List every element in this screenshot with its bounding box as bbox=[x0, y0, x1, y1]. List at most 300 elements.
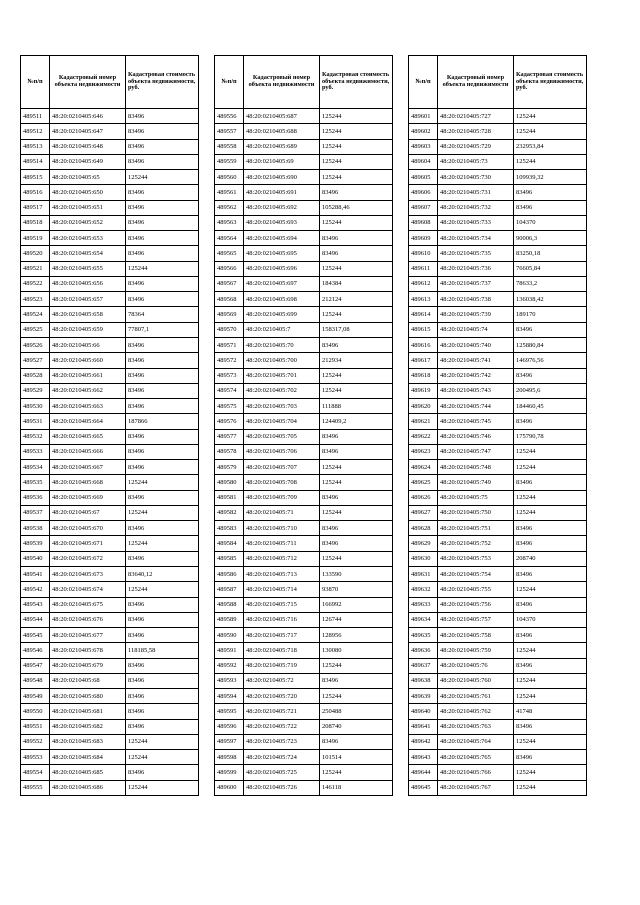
table-header-row bbox=[409, 56, 587, 109]
cadastral-number: 48:20:0210405:685 bbox=[50, 765, 126, 780]
cadastral-cost: 83496 bbox=[320, 673, 393, 688]
row-number: 489582 bbox=[215, 505, 244, 520]
cadastral-number: 48:20:0210405:676 bbox=[50, 612, 126, 627]
cadastral-cost: 125880,84 bbox=[514, 337, 587, 352]
table-row bbox=[215, 399, 393, 414]
row-number: 489634 bbox=[409, 612, 438, 627]
cadastral-number: 48:20:0210405:687 bbox=[244, 109, 320, 124]
row-number: 489515 bbox=[21, 170, 50, 185]
row-number: 489560 bbox=[215, 170, 244, 185]
row-number: 489538 bbox=[21, 521, 50, 536]
row-number: 489584 bbox=[215, 536, 244, 551]
row-number: 489578 bbox=[215, 444, 244, 459]
row-number: 489563 bbox=[215, 215, 244, 230]
row-number: 489585 bbox=[215, 551, 244, 566]
table-row bbox=[21, 780, 199, 795]
cadastral-cost: 184460,45 bbox=[514, 399, 587, 414]
cadastral-cost: 83496 bbox=[126, 109, 199, 124]
cadastral-number: 48:20:0210405:673 bbox=[50, 566, 126, 581]
table-row bbox=[21, 215, 199, 230]
table-row bbox=[409, 475, 587, 490]
table-row bbox=[21, 612, 199, 627]
row-number: 489548 bbox=[21, 673, 50, 688]
cadastral-number: 48:20:0210405:766 bbox=[438, 765, 514, 780]
row-number: 489541 bbox=[21, 566, 50, 581]
row-number: 489528 bbox=[21, 368, 50, 383]
row-number: 489621 bbox=[409, 414, 438, 429]
cadastral-number: 48:20:0210405:706 bbox=[244, 444, 320, 459]
row-number: 489629 bbox=[409, 536, 438, 551]
cadastral-cost: 83496 bbox=[320, 536, 393, 551]
table-row bbox=[215, 231, 393, 246]
cadastral-cost: 125244 bbox=[126, 475, 199, 490]
cadastral-cost: 125244 bbox=[514, 460, 587, 475]
row-number: 489605 bbox=[409, 170, 438, 185]
row-number: 489631 bbox=[409, 566, 438, 581]
table-row bbox=[409, 200, 587, 215]
cadastral-cost: 83496 bbox=[126, 353, 199, 368]
cadastral-cost: 41748 bbox=[514, 704, 587, 719]
table-row bbox=[215, 185, 393, 200]
cadastral-cost: 83496 bbox=[514, 322, 587, 337]
header-cost: Кадастровая стоимость объекта недвижимости, руб. bbox=[126, 56, 199, 109]
cadastral-cost: 175790,78 bbox=[514, 429, 587, 444]
cadastral-cost: 105288,46 bbox=[320, 200, 393, 215]
cadastral-cost: 83496 bbox=[126, 399, 199, 414]
table-row bbox=[409, 689, 587, 704]
cadastral-number: 48:20:0210405:741 bbox=[438, 353, 514, 368]
cadastral-number: 48:20:0210405:729 bbox=[438, 139, 514, 154]
cadastral-number: 48:20:0210405:718 bbox=[244, 643, 320, 658]
cadastral-number: 48:20:0210405:696 bbox=[244, 261, 320, 276]
row-number: 489609 bbox=[409, 231, 438, 246]
table-row bbox=[409, 643, 587, 658]
cadastral-cost: 83496 bbox=[514, 750, 587, 765]
row-number: 489525 bbox=[21, 322, 50, 337]
table-row bbox=[21, 231, 199, 246]
table-row bbox=[215, 246, 393, 261]
row-number: 489643 bbox=[409, 750, 438, 765]
cadastral-cost: 90006,3 bbox=[514, 231, 587, 246]
cadastral-number: 48:20:0210405:660 bbox=[50, 353, 126, 368]
table-row bbox=[21, 337, 199, 352]
cadastral-cost: 83496 bbox=[514, 566, 587, 581]
cadastral-cost: 83496 bbox=[320, 444, 393, 459]
cadastral-cost: 125244 bbox=[126, 505, 199, 520]
cadastral-cost: 83496 bbox=[126, 429, 199, 444]
table-row bbox=[21, 368, 199, 383]
table-row bbox=[21, 643, 199, 658]
table-row bbox=[21, 246, 199, 261]
cadastral-number: 48:20:0210405:671 bbox=[50, 536, 126, 551]
table-row bbox=[21, 399, 199, 414]
cadastral-cost: 126744 bbox=[320, 612, 393, 627]
cadastral-cost: 125244 bbox=[514, 109, 587, 124]
table-row bbox=[215, 704, 393, 719]
table-row bbox=[21, 658, 199, 673]
table-row bbox=[21, 536, 199, 551]
row-number: 489558 bbox=[215, 139, 244, 154]
cadastral-number: 48:20:0210405:681 bbox=[50, 704, 126, 719]
row-number: 489642 bbox=[409, 734, 438, 749]
row-number: 489534 bbox=[21, 460, 50, 475]
cadastral-cost: 83496 bbox=[126, 521, 199, 536]
table-row bbox=[215, 307, 393, 322]
row-number: 489611 bbox=[409, 261, 438, 276]
cadastral-number: 48:20:0210405:662 bbox=[50, 383, 126, 398]
cadastral-cost: 83496 bbox=[514, 658, 587, 673]
cadastral-number: 48:20:0210405:750 bbox=[438, 505, 514, 520]
row-number: 489607 bbox=[409, 200, 438, 215]
table-row bbox=[215, 612, 393, 627]
cadastral-number: 48:20:0210405:722 bbox=[244, 719, 320, 734]
cadastral-number: 48:20:0210405:693 bbox=[244, 215, 320, 230]
cadastral-number: 48:20:0210405:728 bbox=[438, 124, 514, 139]
cadastral-number: 48:20:0210405:650 bbox=[50, 185, 126, 200]
cadastral-number: 48:20:0210405:700 bbox=[244, 353, 320, 368]
row-number: 489587 bbox=[215, 582, 244, 597]
cadastral-cost: 125244 bbox=[514, 689, 587, 704]
cadastral-number: 48:20:0210405:663 bbox=[50, 399, 126, 414]
cadastral-cost: 187866 bbox=[126, 414, 199, 429]
row-number: 489575 bbox=[215, 399, 244, 414]
row-number: 489576 bbox=[215, 414, 244, 429]
cadastral-cost: 166992 bbox=[320, 597, 393, 612]
row-number: 489596 bbox=[215, 719, 244, 734]
cadastral-number: 48:20:0210405:701 bbox=[244, 368, 320, 383]
cadastral-number: 48:20:0210405:755 bbox=[438, 582, 514, 597]
table-row bbox=[21, 261, 199, 276]
cadastral-number: 48:20:0210405:688 bbox=[244, 124, 320, 139]
cadastral-cost: 212124 bbox=[320, 292, 393, 307]
cadastral-table-1 bbox=[20, 55, 199, 796]
row-number: 489536 bbox=[21, 490, 50, 505]
table-row bbox=[215, 566, 393, 581]
row-number: 489625 bbox=[409, 475, 438, 490]
row-number: 489520 bbox=[21, 246, 50, 261]
row-number: 489516 bbox=[21, 185, 50, 200]
cadastral-number: 48:20:0210405:658 bbox=[50, 307, 126, 322]
cadastral-number: 48:20:0210405:707 bbox=[244, 460, 320, 475]
row-number: 489518 bbox=[21, 215, 50, 230]
row-number: 489565 bbox=[215, 246, 244, 261]
cadastral-number: 48:20:0210405:654 bbox=[50, 246, 126, 261]
table-row bbox=[409, 566, 587, 581]
cadastral-cost: 200495,6 bbox=[514, 383, 587, 398]
row-number: 489564 bbox=[215, 231, 244, 246]
cadastral-cost: 208740 bbox=[320, 719, 393, 734]
cadastral-number: 48:20:0210405:666 bbox=[50, 444, 126, 459]
table-row bbox=[21, 429, 199, 444]
row-number: 489628 bbox=[409, 521, 438, 536]
cadastral-number: 48:20:0210405:657 bbox=[50, 292, 126, 307]
cadastral-cost: 83496 bbox=[514, 200, 587, 215]
cadastral-number: 48:20:0210405:703 bbox=[244, 399, 320, 414]
row-number: 489571 bbox=[215, 337, 244, 352]
table-row bbox=[409, 292, 587, 307]
cadastral-number: 48:20:0210405:665 bbox=[50, 429, 126, 444]
row-number: 489583 bbox=[215, 521, 244, 536]
table-row bbox=[215, 673, 393, 688]
row-number: 489554 bbox=[21, 765, 50, 780]
table-row bbox=[21, 276, 199, 291]
table-row bbox=[409, 109, 587, 124]
cadastral-cost: 83496 bbox=[126, 490, 199, 505]
row-number: 489514 bbox=[21, 154, 50, 169]
cadastral-cost: 83496 bbox=[320, 185, 393, 200]
cadastral-number: 48:20:0210405:742 bbox=[438, 368, 514, 383]
table-row bbox=[409, 399, 587, 414]
cadastral-number: 48:20:0210405:767 bbox=[438, 780, 514, 795]
row-number: 489599 bbox=[215, 765, 244, 780]
cadastral-cost: 83496 bbox=[514, 185, 587, 200]
cadastral-cost: 83496 bbox=[320, 337, 393, 352]
cadastral-cost: 125244 bbox=[126, 170, 199, 185]
cadastral-cost: 125244 bbox=[514, 124, 587, 139]
row-number: 489623 bbox=[409, 444, 438, 459]
cadastral-number: 48:20:0210405:705 bbox=[244, 429, 320, 444]
header-number: №п/п bbox=[215, 56, 244, 109]
table-row bbox=[215, 215, 393, 230]
cadastral-cost: 125244 bbox=[320, 505, 393, 520]
table-row bbox=[21, 765, 199, 780]
cadastral-number: 48:20:0210405:724 bbox=[244, 750, 320, 765]
cadastral-number: 48:20:0210405:714 bbox=[244, 582, 320, 597]
cadastral-cost: 83496 bbox=[126, 628, 199, 643]
cadastral-cost: 125244 bbox=[320, 109, 393, 124]
table-row bbox=[409, 490, 587, 505]
row-number: 489535 bbox=[21, 475, 50, 490]
table-row bbox=[21, 689, 199, 704]
table-row bbox=[409, 337, 587, 352]
table-row bbox=[215, 261, 393, 276]
cadastral-number: 48:20:0210405:727 bbox=[438, 109, 514, 124]
cadastral-number: 48:20:0210405:683 bbox=[50, 734, 126, 749]
row-number: 489610 bbox=[409, 246, 438, 261]
table-row bbox=[21, 322, 199, 337]
cadastral-cost: 125244 bbox=[126, 536, 199, 551]
table-row bbox=[215, 170, 393, 185]
row-number: 489600 bbox=[215, 780, 244, 795]
cadastral-cost: 136038,42 bbox=[514, 292, 587, 307]
row-number: 489604 bbox=[409, 154, 438, 169]
cadastral-number: 48:20:0210405:70 bbox=[244, 337, 320, 352]
table-row bbox=[21, 566, 199, 581]
row-number: 489573 bbox=[215, 368, 244, 383]
cadastral-cost: 125244 bbox=[514, 444, 587, 459]
row-number: 489635 bbox=[409, 628, 438, 643]
cadastral-cost: 83496 bbox=[126, 124, 199, 139]
table-row bbox=[215, 444, 393, 459]
cadastral-number: 48:20:0210405:752 bbox=[438, 536, 514, 551]
table-row bbox=[215, 154, 393, 169]
cadastral-number: 48:20:0210405:649 bbox=[50, 154, 126, 169]
cadastral-cost: 83640,12 bbox=[126, 566, 199, 581]
cadastral-cost: 125244 bbox=[320, 765, 393, 780]
cadastral-number: 48:20:0210405:697 bbox=[244, 276, 320, 291]
row-number: 489511 bbox=[21, 109, 50, 124]
cadastral-number: 48:20:0210405:678 bbox=[50, 643, 126, 658]
cadastral-cost: 83496 bbox=[514, 719, 587, 734]
table-row bbox=[21, 353, 199, 368]
cadastral-cost: 83496 bbox=[320, 246, 393, 261]
cadastral-number: 48:20:0210405:704 bbox=[244, 414, 320, 429]
row-number: 489545 bbox=[21, 628, 50, 643]
row-number: 489626 bbox=[409, 490, 438, 505]
cadastral-number: 48:20:0210405:720 bbox=[244, 689, 320, 704]
cadastral-number: 48:20:0210405:733 bbox=[438, 215, 514, 230]
cadastral-cost: 125244 bbox=[514, 765, 587, 780]
cadastral-cost: 125244 bbox=[126, 734, 199, 749]
cadastral-number: 48:20:0210405:65 bbox=[50, 170, 126, 185]
row-number: 489591 bbox=[215, 643, 244, 658]
row-number: 489519 bbox=[21, 231, 50, 246]
cadastral-number: 48:20:0210405:754 bbox=[438, 566, 514, 581]
row-number: 489562 bbox=[215, 200, 244, 215]
cadastral-cost: 83496 bbox=[320, 429, 393, 444]
cadastral-cost: 83496 bbox=[126, 185, 199, 200]
cadastral-number: 48:20:0210405:709 bbox=[244, 490, 320, 505]
cadastral-number: 48:20:0210405:744 bbox=[438, 399, 514, 414]
table-row bbox=[21, 307, 199, 322]
cadastral-cost: 250488 bbox=[320, 704, 393, 719]
cadastral-cost: 78364 bbox=[126, 307, 199, 322]
row-number: 489579 bbox=[215, 460, 244, 475]
cadastral-number: 48:20:0210405:738 bbox=[438, 292, 514, 307]
table-row bbox=[409, 719, 587, 734]
table-row bbox=[21, 490, 199, 505]
table-row bbox=[409, 139, 587, 154]
table-row bbox=[215, 337, 393, 352]
row-number: 489598 bbox=[215, 750, 244, 765]
cadastral-number: 48:20:0210405:659 bbox=[50, 322, 126, 337]
table-row bbox=[215, 490, 393, 505]
cadastral-cost: 146118 bbox=[320, 780, 393, 795]
cadastral-cost: 104370 bbox=[514, 215, 587, 230]
cadastral-number: 48:20:0210405:653 bbox=[50, 231, 126, 246]
cadastral-number: 48:20:0210405:690 bbox=[244, 170, 320, 185]
header-cost: Кадастровая стоимость объекта недвижимости, руб. bbox=[514, 56, 587, 109]
table-header-row bbox=[215, 56, 393, 109]
cadastral-cost: 83496 bbox=[320, 521, 393, 536]
header-cadastral: Кадастровый номер объекта недвижимости bbox=[438, 56, 514, 109]
row-number: 489544 bbox=[21, 612, 50, 627]
header-cadastral: Кадастровый номер объекта недвижимости bbox=[244, 56, 320, 109]
cadastral-cost: 83496 bbox=[126, 658, 199, 673]
cadastral-cost: 93870 bbox=[320, 582, 393, 597]
cadastral-number: 48:20:0210405:745 bbox=[438, 414, 514, 429]
cadastral-number: 48:20:0210405:708 bbox=[244, 475, 320, 490]
table-row bbox=[21, 139, 199, 154]
table-row bbox=[409, 597, 587, 612]
cadastral-number: 48:20:0210405:743 bbox=[438, 383, 514, 398]
cadastral-cost: 76605,84 bbox=[514, 261, 587, 276]
row-number: 489546 bbox=[21, 643, 50, 658]
cadastral-number: 48:20:0210405:76 bbox=[438, 658, 514, 673]
table-row bbox=[215, 383, 393, 398]
cadastral-number: 48:20:0210405:682 bbox=[50, 719, 126, 734]
table-row bbox=[409, 582, 587, 597]
table-row bbox=[215, 582, 393, 597]
cadastral-number: 48:20:0210405:739 bbox=[438, 307, 514, 322]
row-number: 489595 bbox=[215, 704, 244, 719]
header-number: №п/п bbox=[409, 56, 438, 109]
table-row bbox=[409, 460, 587, 475]
cadastral-cost: 130080 bbox=[320, 643, 393, 658]
cadastral-number: 48:20:0210405:675 bbox=[50, 597, 126, 612]
row-number: 489572 bbox=[215, 353, 244, 368]
table-row bbox=[215, 750, 393, 765]
cadastral-cost: 83496 bbox=[126, 612, 199, 627]
cadastral-number: 48:20:0210405:757 bbox=[438, 612, 514, 627]
cadastral-number: 48:20:0210405:656 bbox=[50, 276, 126, 291]
cadastral-cost: 83496 bbox=[320, 490, 393, 505]
cadastral-cost: 83496 bbox=[126, 337, 199, 352]
row-number: 489608 bbox=[409, 215, 438, 230]
cadastral-cost: 212934 bbox=[320, 353, 393, 368]
cadastral-number: 48:20:0210405:664 bbox=[50, 414, 126, 429]
row-number: 489590 bbox=[215, 628, 244, 643]
cadastral-cost: 83496 bbox=[126, 276, 199, 291]
row-number: 489537 bbox=[21, 505, 50, 520]
row-number: 489522 bbox=[21, 276, 50, 291]
cadastral-cost: 83496 bbox=[126, 765, 199, 780]
table-row bbox=[409, 673, 587, 688]
header-cadastral: Кадастровый номер объекта недвижимости bbox=[50, 56, 126, 109]
cadastral-number: 48:20:0210405:646 bbox=[50, 109, 126, 124]
cadastral-cost: 83250,18 bbox=[514, 246, 587, 261]
cadastral-cost: 146976,56 bbox=[514, 353, 587, 368]
cadastral-number: 48:20:0210405:736 bbox=[438, 261, 514, 276]
table-row bbox=[409, 353, 587, 368]
cadastral-cost: 133590 bbox=[320, 566, 393, 581]
cadastral-cost: 118185,58 bbox=[126, 643, 199, 658]
row-number: 489617 bbox=[409, 353, 438, 368]
cadastral-number: 48:20:0210405:679 bbox=[50, 658, 126, 673]
cadastral-cost: 83496 bbox=[514, 597, 587, 612]
cadastral-number: 48:20:0210405:753 bbox=[438, 551, 514, 566]
row-number: 489532 bbox=[21, 429, 50, 444]
cadastral-number: 48:20:0210405:756 bbox=[438, 597, 514, 612]
cadastral-cost: 78633,2 bbox=[514, 276, 587, 291]
row-number: 489566 bbox=[215, 261, 244, 276]
cadastral-cost: 83496 bbox=[320, 231, 393, 246]
cadastral-number: 48:20:0210405:715 bbox=[244, 597, 320, 612]
cadastral-cost: 158317,08 bbox=[320, 322, 393, 337]
row-number: 489597 bbox=[215, 734, 244, 749]
row-number: 489540 bbox=[21, 551, 50, 566]
table-row bbox=[21, 200, 199, 215]
table-row bbox=[409, 765, 587, 780]
row-number: 489612 bbox=[409, 276, 438, 291]
cadastral-number: 48:20:0210405:684 bbox=[50, 750, 126, 765]
row-number: 489551 bbox=[21, 719, 50, 734]
cadastral-table-3 bbox=[408, 55, 587, 796]
cadastral-number: 48:20:0210405:721 bbox=[244, 704, 320, 719]
table-row bbox=[215, 322, 393, 337]
table-row bbox=[21, 185, 199, 200]
row-number: 489618 bbox=[409, 368, 438, 383]
cadastral-cost: 125244 bbox=[320, 170, 393, 185]
cadastral-number: 48:20:0210405:69 bbox=[244, 154, 320, 169]
cadastral-number: 48:20:0210405:699 bbox=[244, 307, 320, 322]
table-row bbox=[21, 154, 199, 169]
cadastral-number: 48:20:0210405:686 bbox=[50, 780, 126, 795]
table-row bbox=[409, 246, 587, 261]
table-row bbox=[215, 689, 393, 704]
cadastral-number: 48:20:0210405:655 bbox=[50, 261, 126, 276]
cadastral-cost: 83496 bbox=[514, 536, 587, 551]
